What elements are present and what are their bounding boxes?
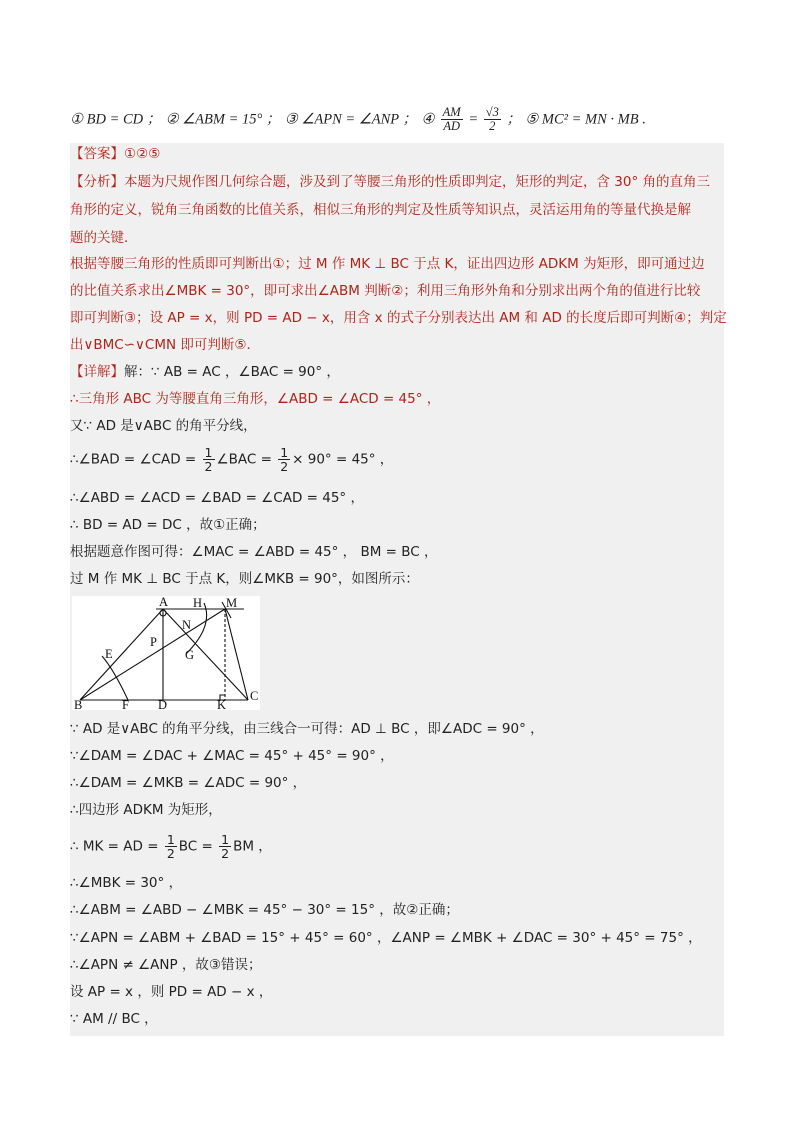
detail-line-3: 又∵ AD 是∨ABC 的角平分线，	[70, 418, 257, 434]
option-4-label: ④	[421, 111, 435, 128]
label-n: N	[182, 618, 192, 632]
detail-line-8: 过 M 作 MK ⊥ BC 于点 K，则∠MKB = 90°，如图所示：	[70, 571, 419, 587]
answer-tag: 【答案】	[70, 146, 124, 162]
half-fraction: $\frac{1}{2}$	[166, 832, 175, 861]
label-b: B	[74, 698, 83, 710]
detail-line-2: ∴三角形 ABC 为等腰直角三角形，∠ABD = ∠ACD = 45° ，	[70, 391, 441, 407]
detail-line-13: ∴ MK = AD = $\frac{1}{2}$ BC = $\frac{1}{2}$ BM ，	[70, 832, 272, 861]
analysis-line-2: 角形的定义，锐角三角函数的比值关系，相似三角形的判定及性质等知识点，灵活运用角的等量代换是解	[70, 202, 691, 218]
detail-line-12: ∴四边形 ADKM 为矩形，	[70, 802, 222, 818]
analysis-line-6: 即可判断③；设 AP = x，则 PD = AD − x，用含 x 的式子分别表达出 AM 和 AD 的长度后即可判断④；判定	[70, 310, 727, 326]
option-3: ③ ∠APN = ∠ANP ；	[284, 111, 418, 128]
detail-line-6: ∴ BD = AD = DC ，故①正确；	[70, 517, 266, 533]
detail-line-11: ∴∠DAM = ∠MKB = ∠ADC = 90° ，	[70, 775, 307, 791]
option-4-fraction: $\frac{AM}{AD}$	[442, 105, 461, 133]
half-fraction: $\frac{1}{2}$	[204, 445, 213, 474]
analysis-line-1: 【分析】本题为尺规作图几何综合题，涉及到了等腰三角形的性质即判定，矩形的判定，含 30° 角的直角三	[70, 174, 711, 190]
half-fraction: $\frac{1}{2}$	[221, 832, 230, 861]
detail-line-9: ∵ AD 是∨ABC 的角平分线，由三线合一可得：AD ⊥ BC ，即∠ADC = 90° ，	[70, 721, 544, 737]
option-5: ⑤ MC² = MN · MB .	[525, 111, 646, 128]
analysis-line-5: 的比值关系求出∠MBK = 30°，即可求出∠ABM 判断②；利用三角形外角和分别求出两个角的值进行比较	[70, 283, 701, 299]
analysis-line-4: 根据等腰三角形的性质即可判断出①；过 M 作 MK ⊥ BC 于点 K，证出四边形 ADKM 为矩形，即可通过边	[70, 256, 705, 272]
label-c: C	[250, 689, 259, 703]
label-k: K	[217, 698, 227, 710]
label-h: H	[193, 596, 203, 610]
detail-line-19: ∵ AM // BC ，	[70, 1011, 158, 1027]
answer-line	[70, 145, 160, 163]
detail-line-18: 设 AP = x ，则 PD = AD − x ，	[70, 984, 273, 1000]
detail-line-17: ∴∠APN ≠ ∠ANP ，故③错误；	[70, 957, 262, 973]
geometry-figure	[72, 596, 260, 710]
detail-line-1: 【详解】解：∵ AB = AC ，∠BAC = 90° ，	[70, 364, 340, 380]
question-options: ① BD = CD ； ② ∠ABM = 15° ； ③ ∠APN = ∠ANP ； ④ $\frac{AM}{AD}$ = $\frac{√3}{2}$ ； ⑤ MC² = MN · MB .	[70, 105, 646, 133]
detail-line-15: ∴∠ABM = ∠ABD − ∠MBK = 45° − 30° = 15° ，故②正确；	[70, 902, 459, 918]
option-1: ① BD = CD ；	[70, 111, 162, 128]
label-m: M	[226, 596, 238, 610]
detail-line-7: 根据题意作图可得：∠MAC = ∠ABD = 45° ， BM = BC ，	[70, 544, 438, 560]
label-a: A	[159, 596, 169, 609]
detail-line-10: ∵∠DAM = ∠DAC + ∠MAC = 45° + 45° = 90° ，	[70, 748, 394, 764]
detail-line-4: ∴∠BAD = ∠CAD = $\frac{1}{2}$ ∠BAC = $\frac{1}{2}$ × 90° = 45° ，	[70, 445, 394, 474]
analysis-line-7: 出∨BMC∽∨CMN 即可判断⑤．	[70, 337, 260, 353]
label-g: G	[185, 648, 195, 662]
label-f: F	[122, 698, 129, 710]
analysis-tag: 【分析】	[70, 174, 124, 190]
label-p: P	[150, 635, 157, 649]
option-2: ② ∠ABM = 15° ；	[165, 111, 281, 128]
detail-tag: 【详解】	[70, 364, 124, 380]
label-d: D	[158, 698, 168, 710]
analysis-line-3: 题的关键．	[70, 230, 138, 246]
label-e: E	[105, 647, 113, 661]
half-fraction: $\frac{1}{2}$	[280, 445, 289, 474]
detail-line-5: ∴∠ABD = ∠ACD = ∠BAD = ∠CAD = 45° ，	[70, 490, 364, 506]
detail-line-14: ∴∠MBK = 30° ，	[70, 875, 183, 891]
option-4-value: $\frac{√3}{2}$	[485, 105, 499, 133]
answer-text: ①②⑤	[124, 146, 161, 162]
detail-line-16: ∵∠APN = ∠ABM + ∠BAD = 15° + 45° = 60° ，∠ANP = ∠MBK + ∠DAC = 30° + 45° = 75° ，	[70, 930, 702, 946]
